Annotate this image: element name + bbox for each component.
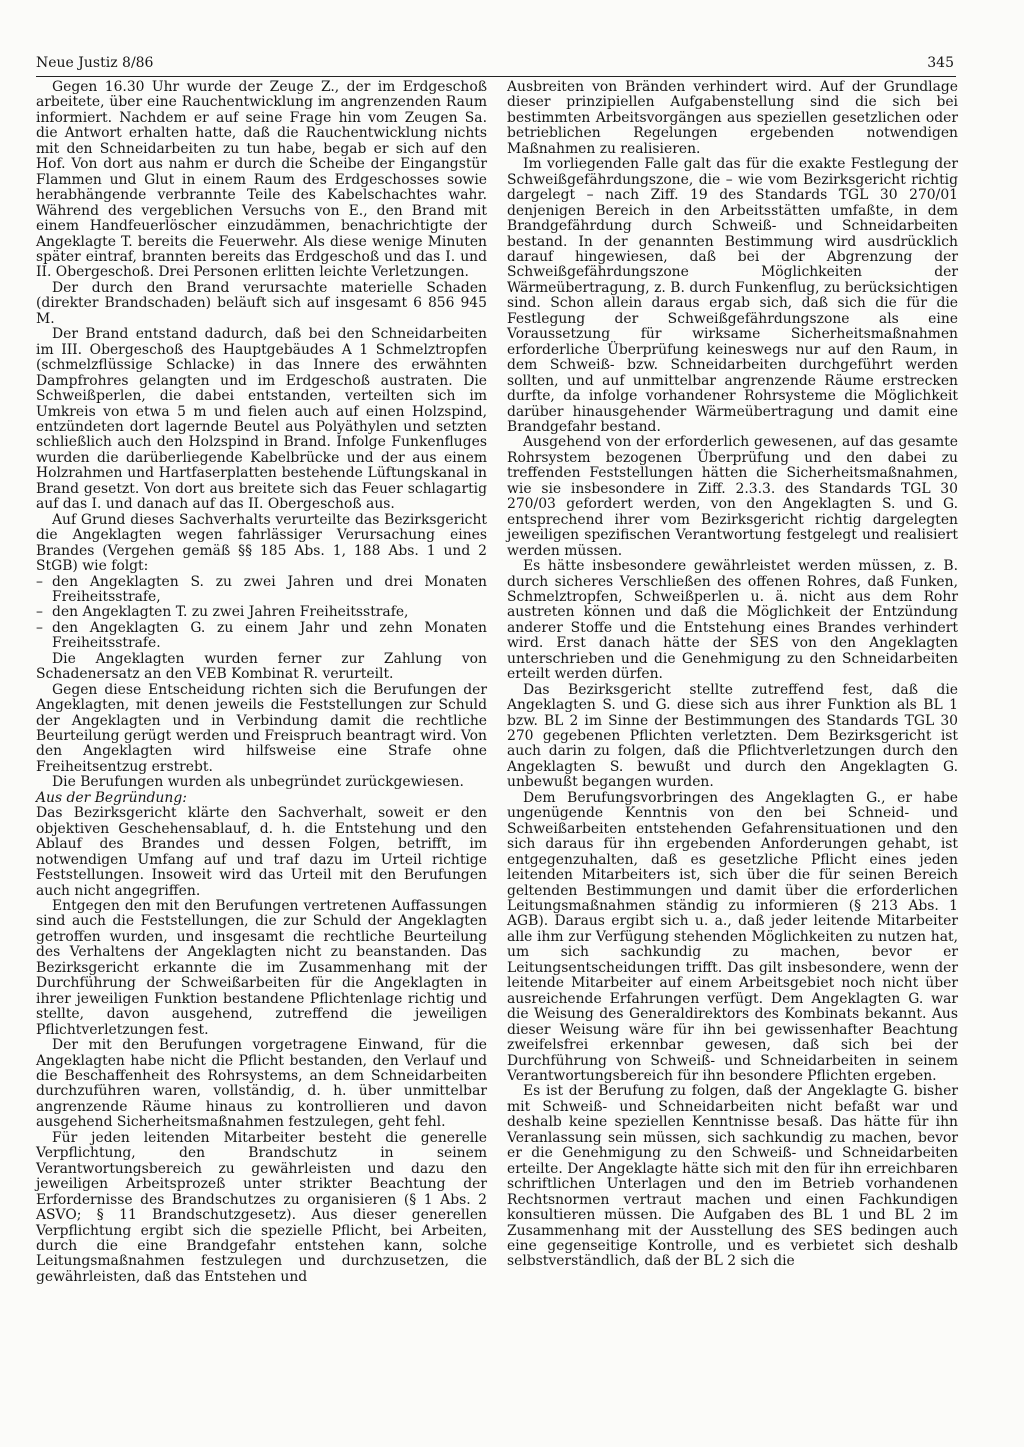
dash-marker: –: [36, 619, 43, 636]
paragraph: Im vorliegenden Falle galt das für die exakte Festlegung der Schweißgefährdungszone, die – wie vom Bezirksgericht richtig dargelegt – nach Ziff. 19 des Standards TGL 30 270/01 denjenigen Bereich in den Arbeitsstätten umfaßte, in dem Brandgefährdung durch Schweiß- und Schneidarbeiten bestand. In der genannten Bestimmung wird ausdrücklich darauf hingewiesen, daß bei der Abgrenzung der Schweißgefährdungszone Möglichkeiten der Wärmeübertragung, z. B. durch Funkenflug, zu berücksichtigen sind. Schon allein daraus ergab sich, daß sich die für die Festlegung der Schweißgefährdungszone als eine Voraussetzung für wirksame Sicherheitsmaßnahmen erforderliche Überprüfung keineswegs nur auf den Raum, in dem Schweiß- bzw. Schneidarbeiten durchgeführt werden sollten, und auf unmittelbar angrenzende Räume erstrecken durfte, da infolge vorhandener Rohrsysteme die Möglichkeit darüber hinausgehender Wärmeübertragung und damit eine Brandgefahr bestand.: [507, 156, 958, 435]
paragraph: Entgegen den mit den Berufungen vertretenen Auffassungen sind auch die Feststellungen, die zur Schuld der Angeklagten getroffen wurden, und insgesamt die rechtliche Beurteilung des Verhaltens der Angeklagten nicht zu beanstanden. Das Bezirksgericht erkannte die im Zusammenhang mit der Durchführung der Schweißarbeiten für die Angeklagten in ihrer jeweiligen Funktion bestandene Pflichtenlage richtig und stellte, davon ausgehend, zutreffend die jeweiligen Pflichtverletzungen fest.: [36, 898, 487, 1038]
paragraph: Es ist der Berufung zu folgen, daß der Angeklagte G. bisher mit Schweiß- und Schneidarbeiten nicht befaßt war und deshalb keine speziellen Kenntnisse besaß. Das hätte für ihn Veranlassung sein müssen, sich sachkundig zu machen, bevor er die Genehmigung zu den Schweiß- und Schneidarbeiten erteilte. Der Angeklagte hätte sich mit den für ihn erreichbaren schriftlichen Unterlagen und den im Betrieb vorhandenen Rechtsnormen vertraut machen und einen Fachkundigen konsultieren müssen. Die Aufgaben des BL 1 und BL 2 im Zusammenhang mit der Ausstellung des SES bedingen auch eine gegenseitige Kontrolle, und es verbietet sich deshalb selbstverständlich, daß der BL 2 sich die: [507, 1083, 958, 1270]
right-column: [507, 80, 958, 1270]
list-item-text: den Angeklagten G. zu einem Jahr und zehn Monaten Freiheitsstrafe.: [52, 619, 487, 652]
paragraph: Es hätte insbesondere gewährleistet werden müssen, z. B. durch sicheres Verschließen des offenen Rohres, daß Funken, Schmelztropfen, Schweißperlen u. ä. nicht aus dem Rohr austreten können und daß die Möglichkeit der Entzündung anderer Stoffe und die Entstehung eines Brandes verhindert wird. Erst danach hätte der SES von den Angeklagten unterschrieben und die Genehmigung zu den Schneidarbeiten erteilt werden dürfen.: [507, 558, 958, 683]
paragraph: Gegen diese Entscheidung richten sich die Berufungen der Angeklagten, mit denen jeweils die Feststellungen zur Schuld der Angeklagten und in Verbindung damit die rechtliche Beurteilung gerügt werden und Freispruch beantragt wird. Von den Angeklagten wird hilfsweise eine Strafe ohne Freiheitsentzug erstrebt.: [36, 681, 487, 775]
paragraph: Die Berufungen wurden als unbegründet zurückgewiesen.: [52, 774, 464, 791]
paragraph: Dem Berufungsvorbringen des Angeklagten G., er habe ungenügende Kenntnis von den bei Schneid- und Schweißarbeiten entstehenden Gefahrensituationen und den sich daraus für ihn ergebenden Anforderungen gehabt, ist entgegenzuhalten, daß es gesetzliche Pflicht eines jeden leitenden Mitarbeiters ist, sich über die für seinen Bereich geltenden Bestimmungen und damit über die erforderlichen Leitungsmaßnahmen ständig zu informieren (§ 213 Abs. 1 AGB). Daraus ergibt sich u. a., daß jeder leitende Mitarbeiter alle ihm zur Verfügung stehenden Möglichkeiten zu nutzen hat, um sich sachkundig zu machen, bevor er Leitungsentscheidungen trifft. Das gilt insbesondere, wenn der leitende Mitarbeiter auf einem Arbeitsgebiet noch nicht über ausreichende Erfahrungen verfügt. Dem Angeklagten G. war die Weisung des Generaldirektors des Kombinats bekannt. Aus dieser Weisung wäre für ihn bei gewissenhafter Beachtung zweifelsfrei erkennbar gewesen, daß sich bei der Durchführung von Schweiß- und Schneidarbeiten in seinem Verantwortungsbereich für ihn besondere Pflichten ergeben.: [507, 789, 958, 1084]
list-item: [36, 575, 487, 606]
section-heading: Aus der Begründung:: [36, 789, 187, 806]
paragraph: Für jeden leitenden Mitarbeiter besteht die generelle Verpflichtung, den Brandschutz in seinem Verantwortungsbereich zu gewährleisten und dazu den jeweiligen Arbeitsprozeß unter strikter Beachtung der Erfordernisse des Brandschutzes zu organisieren (§ 1 Abs. 2 ASVO; § 11 Brandschutzgesetz). Aus dieser generellen Verpflichtung ergibt sich die spezielle Pflicht, bei Arbeiten, durch die eine Brandgefahr entstehen kann, solche Leitungsmaßnahmen festzulegen und durchzusetzen, die gewährleisten, daß das Entstehen und: [36, 1129, 487, 1285]
paragraph: Gegen 16.30 Uhr wurde der Zeuge Z., der im Erdgeschoß arbeitete, über eine Rauchentwicklung im angrenzenden Raum informiert. Nachdem er auf seine Frage hin vom Zeugen Sa. die Antwort erhalten hatte, daß die Rauchentwicklung nichts mit den Schneidarbeiten zu tun habe, begab er sich auf den Hof. Von dort aus nahm er durch die Scheibe der Eingangstür Flammen und Glut in einem Raum des Erdgeschosses sowie herabhängende verbrannte Teile des Kabelschachtes wahr. Während des vergeblichen Versuchs von E., den Brand mit einem Handfeuerlöscher einzudämmen, benachrichtigte der Angeklagte T. bereits die Feuerwehr. Als diese wenige Minuten später eintraf, brannten bereits das Erdgeschoß und das I. und II. Obergeschoß. Drei Personen erlitten leichte Verletzungen.: [36, 79, 487, 281]
list-item: [36, 605, 487, 620]
paragraph: Das Bezirksgericht klärte den Sachverhalt, soweit er den objektiven Geschehensablauf, d. h. die Entstehung und den Ablauf des Brandes und dessen Folgen, betrifft, im notwendigen Umfang auf und traf dazu im Urteil richtige Feststellungen. Insoweit wird das Urteil mit den Berufungen auch nicht angegriffen.: [36, 805, 487, 899]
paragraph: Der mit den Berufungen vorgetragene Einwand, für die Angeklagten habe nicht die Pflicht bestanden, den Verlauf und die Beschaffenheit des Rohrsystems, an dem Schneidarbeiten durchzuführen waren, vollständig, d. h. über unmittelbar angrenzende Räume hinaus zu kontrollieren und davon ausgehend Sicherheitsmaßnahmen festzulegen, geht fehl.: [36, 1037, 487, 1131]
paragraph: Das Bezirksgericht stellte zutreffend fest, daß die Angeklagten S. und G. diese sich aus ihrer Funktion als BL 1 bzw. BL 2 im Sinne der Bestimmungen des Standards TGL 30 270 gegebenen Pflichten verletzten. Dem Bezirksgericht ist auch darin zu folgen, daß die Pflichtverletzungen durch den Angeklagten S. bewußt und durch den Angeklagten G. unbewußt begangen wurden.: [507, 681, 958, 791]
paragraph: Der durch den Brand verursachte materielle Schaden (direkter Brandschaden) beläuft sich auf insgesamt 6 856 945 M.: [36, 279, 487, 327]
sentence-list: [36, 575, 487, 652]
list-item: [36, 621, 487, 652]
dash-marker: –: [36, 604, 43, 621]
paragraph: Auf Grund dieses Sachverhalts verurteilte das Bezirksgericht die Angeklagten wegen fahrlässiger Verursachung eines Brandes (Vergehen gemäß §§ 185 Abs. 1, 188 Abs. 1 und 2 StGB) wie folgt:: [36, 511, 487, 575]
paragraph: Die Angeklagten wurden ferner zur Zahlung von Schadenersatz an den VEB Kombinat R. verurteilt.: [36, 650, 487, 683]
paragraph: Ausbreiten von Bränden verhindert wird. Auf der Grundlage dieser prinzipiellen Aufgabenstellung sind die sich bei bestimmten Arbeitsvorgängen aus speziellen gesetzlichen oder betrieblichen Regelungen ergebenden notwendigen Maßnahmen zu realisieren.: [507, 79, 958, 157]
page-number: 345: [927, 55, 954, 71]
dash-marker: –: [36, 573, 43, 590]
left-column: [36, 80, 487, 1285]
paragraph: Der Brand entstand dadurch, daß bei den Schneidarbeiten im III. Obergeschoß des Hauptgebäudes A 1 Schmelztropfen (schmelzflüssige Schlacke) in das Innere des erwähnten Dampfrohres gelangten und im Erdgeschoß austraten. Die Schweißperlen, die dabei entstanden, verteilten sich im Umkreis von etwa 5 m und fielen auch auf einen Holzspind, entzündeten dort lagernde Beutel aus Polyäthylen und setzten schließlich auch den Holzspind in Brand. Infolge Funkenfluges wurden die darüberliegende Kabelbrücke und der aus einem Holzrahmen und Hartfaserplatten bestehende Lüftungskanal in Brand gesetzt. Von dort aus breitete sich das Feuer schlagartig auf das I. und danach auf das II. Obergeschoß aus.: [36, 326, 487, 513]
list-item-text: den Angeklagten S. zu zwei Jahren und drei Monaten Freiheitsstrafe,: [52, 573, 487, 605]
journal-title: Neue Justiz 8/86: [36, 55, 154, 71]
page-header: [36, 52, 956, 77]
list-item-text: den Angeklagten T. zu zwei Jahren Freiheitsstrafe,: [52, 604, 409, 621]
paragraph: Ausgehend von der erforderlich gewesenen, auf das gesamte Rohrsystem bezogenen Überprüfung und den dabei zu treffenden Feststellungen hätten die Sicherheitsmaßnahmen, wie sie insbesondere in Ziff. 2.3.3. des Standards TGL 30 270/03 gefordert werden, von den Angeklagten S. und G. entsprechend ihrer vom Bezirksgericht richtig dargelegten jeweiligen spezifischen Verantwortung festgelegt und realisiert werden müssen.: [507, 434, 958, 559]
